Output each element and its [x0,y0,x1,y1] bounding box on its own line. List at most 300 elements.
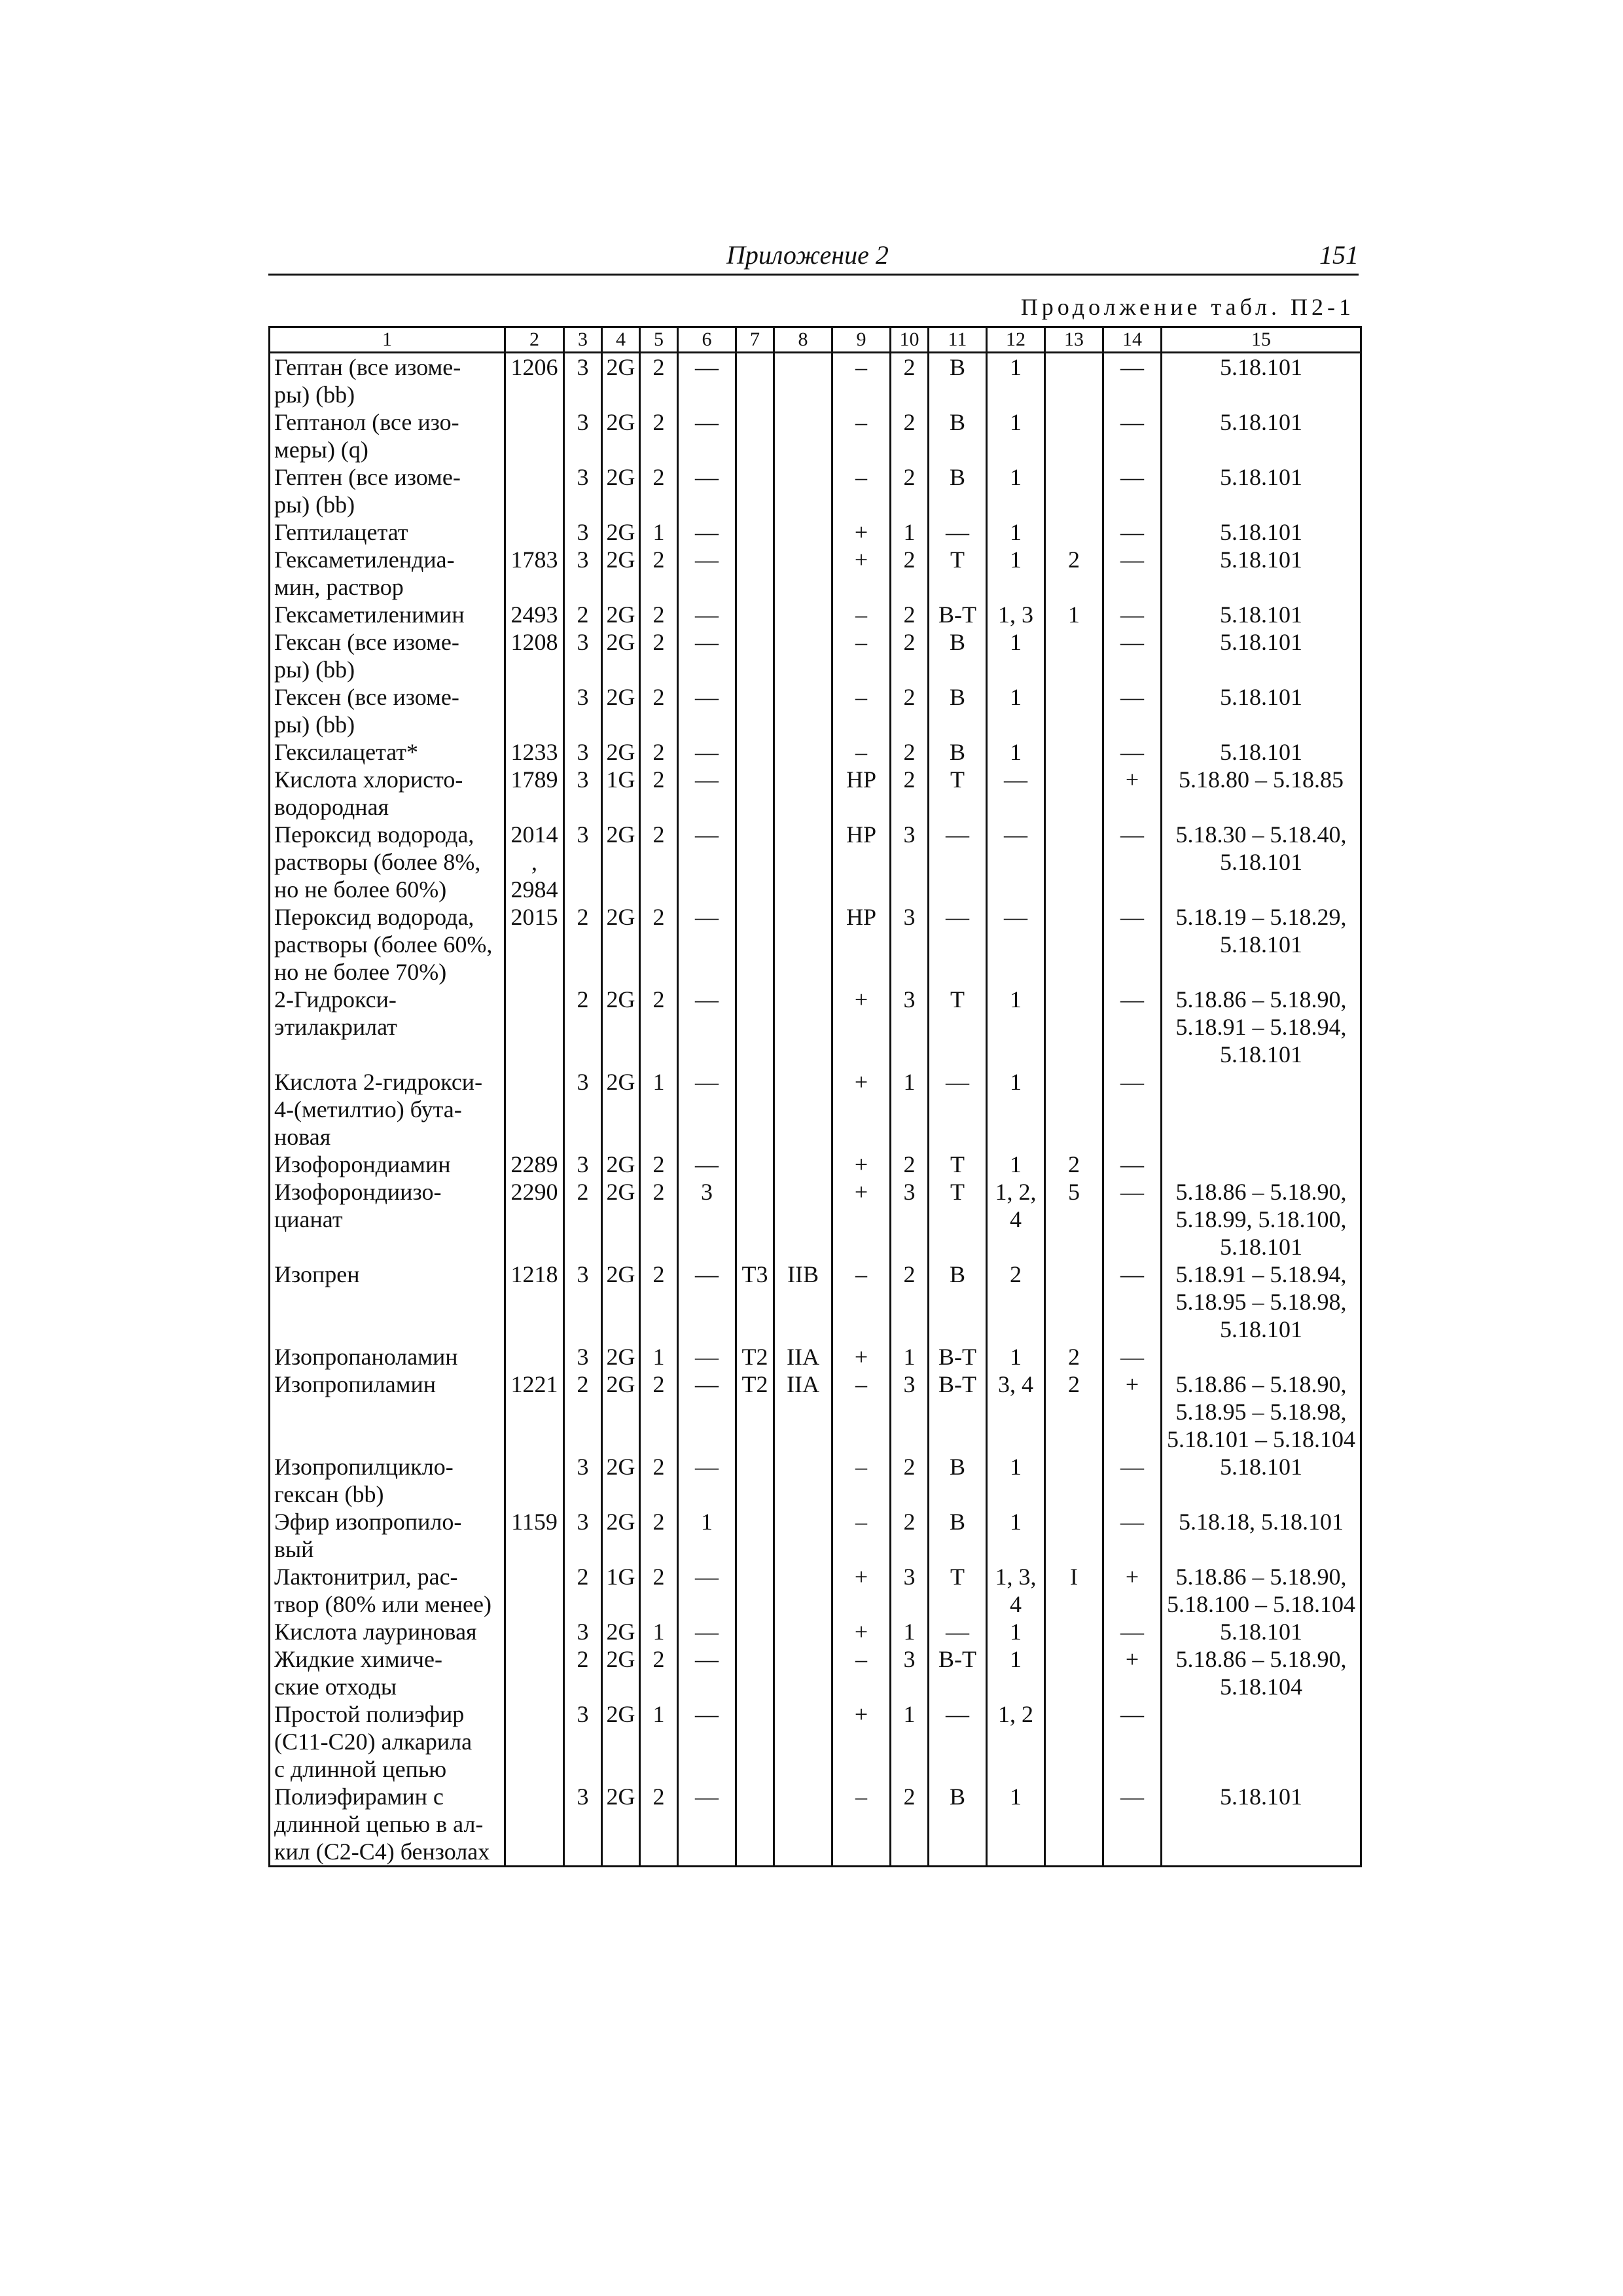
table-cell-col-7 [736,1068,774,1151]
table-cell-col-11: В [929,1783,987,1867]
table-cell-col-2: 2015 [505,903,564,986]
table-cell-col-5: 2 [640,683,678,738]
table-cell-col-9: – [832,463,891,518]
table-cell-col-3: 2 [564,1645,602,1700]
table-cell-col-15: 5.18.18, 5.18.101 [1162,1508,1361,1563]
table-cell-col-15 [1162,1700,1361,1783]
column-header-3: 3 [564,327,602,353]
table-cell-col-10: 2 [891,683,929,738]
table-cell-col-2: 1221 [505,1371,564,1453]
table-cell-col-9: – [832,353,891,409]
table-cell-col-5: 2 [640,1508,678,1563]
table-cell-col-13: 2 [1045,1151,1103,1178]
table-cell-col-11: Т [929,1151,987,1178]
table-cell-col-15: 5.18.86 – 5.18.90, 5.18.99, 5.18.100, 5.18.101 [1162,1178,1361,1261]
table-row [270,463,1361,518]
table-cell-col-15: 5.18.91 – 5.18.94, 5.18.95 – 5.18.98, 5.18.101 [1162,1261,1361,1343]
table-cell-col-12: 1, 3 [987,601,1045,628]
table-cell-col-5: 2 [640,821,678,903]
table-cell-col-2: 1783 [505,546,564,601]
table-cell-col-8 [774,1178,832,1261]
table-cell-col-7 [736,1563,774,1618]
table-cell-col-15: 5.18.30 – 5.18.40, 5.18.101 [1162,821,1361,903]
table-cell-col-8 [774,1700,832,1783]
table-cell-col-10: 2 [891,1151,929,1178]
table-row [270,1563,1361,1618]
table-cell-col-14: — [1103,1068,1162,1151]
table-cell-col-13 [1045,1261,1103,1343]
running-head [268,237,1359,276]
table-cell-col-8: IIВ [774,1261,832,1343]
table-row [270,1068,1361,1151]
table-cell-col-12: 1 [987,628,1045,683]
table-cell-col-10: 3 [891,821,929,903]
table-cell-col-8 [774,903,832,986]
table-cell-col-8: IIА [774,1343,832,1371]
column-header-11: 11 [929,327,987,353]
table-cell-col-6: — [678,986,736,1068]
table-cell-col-5: 2 [640,1178,678,1261]
table-cell-col-2 [505,1700,564,1783]
table-cell-col-11: Т [929,1178,987,1261]
table-cell-col-4: 2G [602,546,640,601]
table-cell-col-2 [505,986,564,1068]
table-cell-col-7 [736,986,774,1068]
table-cell-col-6: — [678,766,736,821]
table-cell-col-4: 2G [602,1151,640,1178]
table-cell-col-7 [736,353,774,409]
table-cell-col-4: 2G [602,518,640,546]
table-cell-col-15 [1162,1343,1361,1371]
table-cell-col-4: 2G [602,408,640,463]
table-cell-col-10: 3 [891,1178,929,1261]
table-cell-col-12: 2 [987,1261,1045,1343]
table-cell-col-14: — [1103,1508,1162,1563]
table-cell-col-11: В [929,463,987,518]
table-cell-col-3: 3 [564,353,602,409]
table-cell-col-12: 1 [987,518,1045,546]
table-cell-col-2 [505,1618,564,1645]
substance-name-cell: Лактонитрил, рас- твор (80% или менее) [270,1563,505,1618]
substance-name-cell: Изопрен [270,1261,505,1343]
table-cell-col-11: В [929,628,987,683]
table-cell-col-4: 1G [602,766,640,821]
table-cell-col-7 [736,1151,774,1178]
table-cell-col-11: — [929,903,987,986]
table-cell-col-9: НР [832,821,891,903]
table-cell-col-9: + [832,546,891,601]
table-cell-col-5: 2 [640,546,678,601]
table-cell-col-6: — [678,1618,736,1645]
table-cell-col-4: 2G [602,1645,640,1700]
table-cell-col-12: 1 [987,986,1045,1068]
table-cell-col-12: 1 [987,1151,1045,1178]
table-cell-col-7 [736,821,774,903]
table-cell-col-13 [1045,683,1103,738]
table-cell-col-14: — [1103,903,1162,986]
table-cell-col-5: 2 [640,766,678,821]
table-cell-col-8 [774,408,832,463]
table-cell-col-6: — [678,821,736,903]
table-cell-col-2: 2493 [505,601,564,628]
table-cell-col-12: 1 [987,1343,1045,1371]
table-cell-col-6: — [678,546,736,601]
table-cell-col-6: — [678,1563,736,1618]
table-cell-col-7 [736,766,774,821]
table-cell-col-5: 2 [640,1371,678,1453]
table-body [270,353,1361,1867]
table-cell-col-9: + [832,1343,891,1371]
table-row [270,903,1361,986]
table-cell-col-11: — [929,1618,987,1645]
table-cell-col-14: — [1103,1151,1162,1178]
substance-name-cell: Гексаметиленимин [270,601,505,628]
table-cell-col-4: 2G [602,1343,640,1371]
table-cell-col-9: – [832,1783,891,1867]
table-cell-col-10: 2 [891,1508,929,1563]
table-cell-col-12: 1 [987,546,1045,601]
table-cell-col-3: 2 [564,601,602,628]
column-header-9: 9 [832,327,891,353]
table-cell-col-6: — [678,1343,736,1371]
table-cell-col-13 [1045,738,1103,766]
table-cell-col-11: В-Т [929,1343,987,1371]
table-cell-col-8 [774,546,832,601]
table-cell-col-13 [1045,1068,1103,1151]
table-cell-col-7 [736,738,774,766]
table-cell-col-5: 2 [640,1563,678,1618]
table-cell-col-7 [736,1178,774,1261]
table-cell-col-13 [1045,518,1103,546]
table-cell-col-2 [505,518,564,546]
table-cell-col-9: – [832,408,891,463]
table-cell-col-10: 2 [891,766,929,821]
table-cell-col-15: 5.18.101 [1162,1618,1361,1645]
table-cell-col-13 [1045,986,1103,1068]
table-cell-col-9: – [832,738,891,766]
table-cell-col-14: — [1103,821,1162,903]
table-cell-col-5: 2 [640,1261,678,1343]
table-cell-col-2: 1789 [505,766,564,821]
table-cell-col-2 [505,1343,564,1371]
substance-name-cell: Изопропилцикло- гексан (bb) [270,1453,505,1508]
table-cell-col-7 [736,546,774,601]
table-cell-col-7 [736,463,774,518]
table-cell-col-5: 2 [640,986,678,1068]
substance-name-cell: Гексен (все изоме- ры) (bb) [270,683,505,738]
table-cell-col-9: – [832,683,891,738]
table-cell-col-11: — [929,518,987,546]
substance-name-cell: Гексан (все изоме- ры) (bb) [270,628,505,683]
table-cell-col-12: 1 [987,463,1045,518]
table-cell-col-9: – [832,1371,891,1453]
table-cell-col-13 [1045,1453,1103,1508]
table-cell-col-7: Т2 [736,1371,774,1453]
table-cell-col-7: Т3 [736,1261,774,1343]
table-cell-col-5: 2 [640,1453,678,1508]
table-cell-col-10: 3 [891,1371,929,1453]
table-cell-col-9: + [832,1178,891,1261]
table-cell-col-7 [736,1453,774,1508]
table-cell-col-6: — [678,1783,736,1867]
table-cell-col-5: 2 [640,463,678,518]
table-cell-col-8 [774,1453,832,1508]
table-cell-col-8 [774,1151,832,1178]
table-cell-col-13 [1045,1783,1103,1867]
table-cell-col-3: 3 [564,821,602,903]
table-cell-col-9: – [832,1645,891,1700]
table-cell-col-6: — [678,628,736,683]
table-cell-col-10: 3 [891,1645,929,1700]
table-cell-col-5: 2 [640,1645,678,1700]
table-cell-col-2: 1159 [505,1508,564,1563]
table-cell-col-4: 2G [602,353,640,409]
table-cell-col-2: 2289 [505,1151,564,1178]
table-cell-col-9: – [832,601,891,628]
substance-name-cell: Полиэфирамин с длинной цепью в ал- кил (С2-С4) бензолах [270,1783,505,1867]
table-cell-col-13 [1045,903,1103,986]
column-header-13: 13 [1045,327,1103,353]
table-cell-col-10: 1 [891,1700,929,1783]
table-cell-col-11: Т [929,1563,987,1618]
table-cell-col-4: 2G [602,463,640,518]
table-cell-col-4: 2G [602,1700,640,1783]
table-cell-col-15 [1162,1068,1361,1151]
table-cell-col-4: 2G [602,683,640,738]
table-cell-col-7 [736,628,774,683]
table-cell-col-12: 1 [987,683,1045,738]
table-cell-col-8 [774,1508,832,1563]
table-cell-col-10: 1 [891,1068,929,1151]
table-cell-col-9: НР [832,766,891,821]
table-cell-col-9: + [832,1563,891,1618]
table-cell-col-5: 2 [640,353,678,409]
table-cell-col-14: — [1103,353,1162,409]
table-cell-col-9: + [832,1151,891,1178]
table-cell-col-15: 5.18.101 [1162,601,1361,628]
table-cell-col-15: 5.18.101 [1162,1783,1361,1867]
table-cell-col-3: 2 [564,1371,602,1453]
table-cell-col-5: 1 [640,1068,678,1151]
table-cell-col-11: В [929,1261,987,1343]
table-cell-col-11: В [929,408,987,463]
table-cell-col-15: 5.18.19 – 5.18.29, 5.18.101 [1162,903,1361,986]
table-cell-col-5: 2 [640,601,678,628]
table-cell-col-3: 3 [564,1783,602,1867]
table-cell-col-7 [736,1645,774,1700]
table-cell-col-9: + [832,1700,891,1783]
substance-name-cell: Пероксид водорода, растворы (более 60%, но не более 70%) [270,903,505,986]
table-cell-col-10: 2 [891,1453,929,1508]
table-cell-col-6: 1 [678,1508,736,1563]
table-cell-col-4: 2G [602,1261,640,1343]
table-cell-col-11: В [929,683,987,738]
page-number: 151 [1319,240,1359,270]
table-cell-col-10: 2 [891,408,929,463]
table-cell-col-2: 2014 , 2984 [505,821,564,903]
substance-name-cell: Кислота лауриновая [270,1618,505,1645]
table-cell-col-15: 5.18.101 [1162,683,1361,738]
substance-name-cell: Изофорондиизо- цианат [270,1178,505,1261]
running-head-title: Приложение 2 [726,240,889,270]
substance-name-cell: Кислота хлористо- водородная [270,766,505,821]
table-cell-col-4: 2G [602,628,640,683]
column-header-8: 8 [774,327,832,353]
substance-name-cell: Изопропиламин [270,1371,505,1453]
column-header-14: 14 [1103,327,1162,353]
table-cell-col-10: 2 [891,1783,929,1867]
table-cell-col-14: — [1103,1453,1162,1508]
table-cell-col-4: 2G [602,821,640,903]
substance-name-cell: Гептен (все изоме- ры) (bb) [270,463,505,518]
table-cell-col-14: + [1103,1371,1162,1453]
table-row [270,738,1361,766]
table-cell-col-10: 2 [891,463,929,518]
table-cell-col-3: 3 [564,1618,602,1645]
table-cell-col-2 [505,1783,564,1867]
table-cell-col-10: 1 [891,518,929,546]
table-cell-col-13 [1045,821,1103,903]
table-cell-col-15: 5.18.101 [1162,408,1361,463]
table-cell-col-5: 2 [640,738,678,766]
table-cell-col-11: В-Т [929,1645,987,1700]
table-cell-col-12: 1 [987,1783,1045,1867]
table-row [270,628,1361,683]
table-row [270,683,1361,738]
table-cell-col-11: В [929,1453,987,1508]
table-cell-col-8 [774,1563,832,1618]
substance-name-cell: Гептан (все изоме- ры) (bb) [270,353,505,409]
table-cell-col-8 [774,463,832,518]
table-cell-col-15: 5.18.86 – 5.18.90, 5.18.95 – 5.18.98, 5.18.101 – 5.18.104 [1162,1371,1361,1453]
table-cell-col-15: 5.18.101 [1162,628,1361,683]
substance-name-cell: Изопропаноламин [270,1343,505,1371]
table-cell-col-15: 5.18.86 – 5.18.90, 5.18.91 – 5.18.94, 5.18.101 [1162,986,1361,1068]
table-cell-col-8: IIА [774,1371,832,1453]
substance-name-cell: Гептилацетат [270,518,505,546]
table-cell-col-11: В [929,738,987,766]
table-cell-col-6: — [678,1371,736,1453]
table-cell-col-6: — [678,353,736,409]
table-row [270,1508,1361,1563]
table-cell-col-2 [505,1645,564,1700]
table-cell-col-3: 3 [564,518,602,546]
table-cell-col-6: — [678,518,736,546]
table-cell-col-14: — [1103,463,1162,518]
table-cell-col-7 [736,1618,774,1645]
table-cell-col-14: — [1103,1261,1162,1343]
table-cell-col-3: 3 [564,683,602,738]
table-cell-col-14: + [1103,766,1162,821]
table-cell-col-11: — [929,821,987,903]
table-cell-col-15: 5.18.101 [1162,546,1361,601]
table-cell-col-3: 2 [564,1178,602,1261]
table-cell-col-3: 3 [564,738,602,766]
table-cell-col-11: В [929,353,987,409]
table-cell-col-4: 1G [602,1563,640,1618]
table-row [270,1371,1361,1453]
table-cell-col-3: 3 [564,546,602,601]
table-cell-col-3: 3 [564,1343,602,1371]
table-cell-col-6: — [678,1453,736,1508]
table-cell-col-3: 3 [564,463,602,518]
table-cell-col-14: — [1103,628,1162,683]
table-cell-col-13 [1045,353,1103,409]
table-cell-col-12: 1, 2, 4 [987,1178,1045,1261]
table-cell-col-11: — [929,1068,987,1151]
table-row [270,1645,1361,1700]
table-cell-col-9: – [832,1261,891,1343]
table-cell-col-9: + [832,986,891,1068]
table-cell-col-5: 1 [640,1700,678,1783]
table-cell-col-12: 1 [987,1645,1045,1700]
table-cell-col-11: В-Т [929,1371,987,1453]
table-cell-col-4: 2G [602,1371,640,1453]
table-cell-col-6: — [678,601,736,628]
column-header-1: 1 [270,327,505,353]
column-header-10: 10 [891,327,929,353]
table-cell-col-8 [774,628,832,683]
table-row [270,518,1361,546]
table-row [270,1783,1361,1867]
table-cell-col-11: В [929,1508,987,1563]
table-cell-col-5: 2 [640,1783,678,1867]
table-cell-col-14: — [1103,518,1162,546]
column-header-6: 6 [678,327,736,353]
table-cell-col-10: 2 [891,1261,929,1343]
table-row [270,1618,1361,1645]
substances-table [268,326,1362,1867]
table-cell-col-14: — [1103,601,1162,628]
substance-name-cell: 2-Гидрокси- этилакрилат [270,986,505,1068]
table-cell-col-10: 3 [891,986,929,1068]
substance-name-cell: Эфир изопропило- вый [270,1508,505,1563]
table-cell-col-15: 5.18.86 – 5.18.90, 5.18.104 [1162,1645,1361,1700]
table-cell-col-3: 3 [564,628,602,683]
column-header-7: 7 [736,327,774,353]
table-cell-col-5: 1 [640,518,678,546]
table-cell-col-11: — [929,1700,987,1783]
substance-name-cell: Изофорондиамин [270,1151,505,1178]
table-cell-col-10: 2 [891,601,929,628]
table-cell-col-6: 3 [678,1178,736,1261]
table-cell-col-7 [736,1700,774,1783]
table-row [270,601,1361,628]
substance-name-cell: Гексилацетат* [270,738,505,766]
table-cell-col-15: 5.18.101 [1162,353,1361,409]
table-cell-col-6: — [678,1645,736,1700]
table-cell-col-13 [1045,463,1103,518]
table-cell-col-12: 1 [987,1618,1045,1645]
table-cell-col-7 [736,903,774,986]
table-cell-col-12: — [987,903,1045,986]
table-row [270,766,1361,821]
table-cell-col-4: 2G [602,1618,640,1645]
table-cell-col-3: 2 [564,903,602,986]
table-cell-col-15: 5.18.101 [1162,738,1361,766]
table-cell-col-14: — [1103,1178,1162,1261]
table-row [270,408,1361,463]
table-cell-col-2: 1206 [505,353,564,409]
table-cell-col-10: 1 [891,1343,929,1371]
substance-name-cell: Гептанол (все изо- меры) (q) [270,408,505,463]
table-cell-col-15: 5.18.86 – 5.18.90, 5.18.100 – 5.18.104 [1162,1563,1361,1618]
table-row [270,986,1361,1068]
table-cell-col-14: + [1103,1563,1162,1618]
table-cell-col-3: 2 [564,1563,602,1618]
table-cell-col-3: 3 [564,1700,602,1783]
table-cell-col-9: – [832,628,891,683]
